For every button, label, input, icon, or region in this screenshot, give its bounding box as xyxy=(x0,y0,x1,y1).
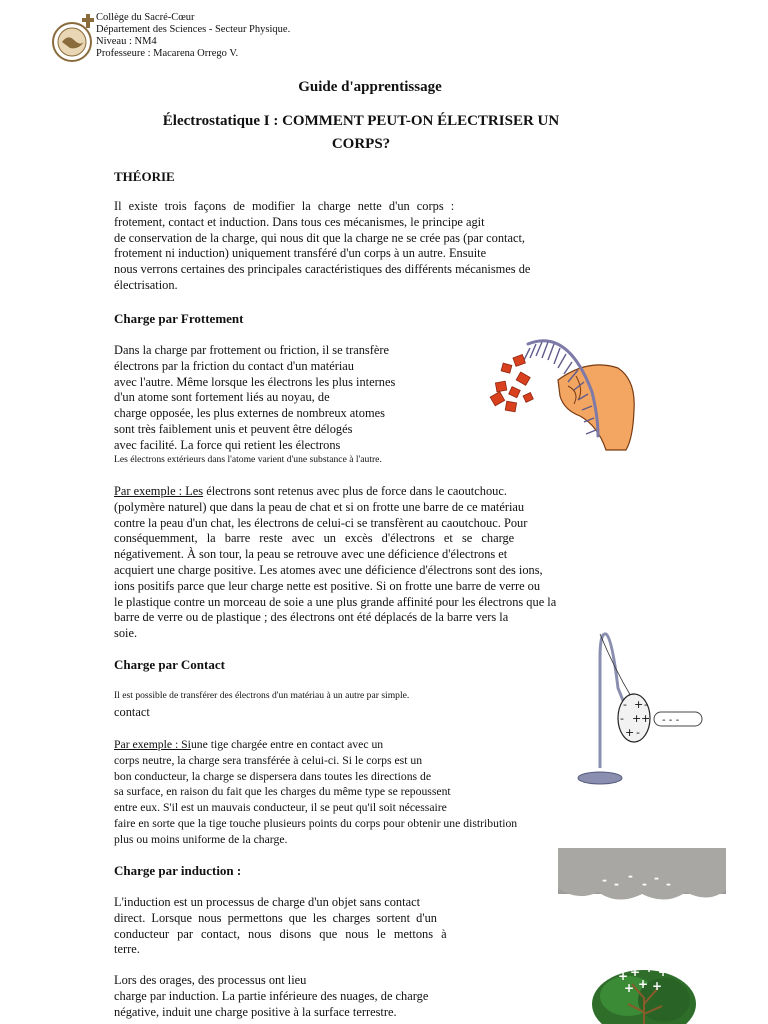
contact-example-line: corps neutre, la charge sera transférée à celui-ci. Si le corps est un xyxy=(114,753,423,767)
guide-title: Guide d'apprentissage xyxy=(298,79,442,95)
cloud-sign: - xyxy=(644,937,649,951)
induction-line: négative, induit une charge positive à la surface terrestre. xyxy=(114,1004,397,1019)
theory-line: frotement, contact et induction. Dans tous ces mécanismes, le principe agit xyxy=(114,214,485,229)
contact-example xyxy=(114,737,518,848)
rod-signs: - - - xyxy=(662,715,680,726)
induction-line: terre. xyxy=(114,942,140,957)
induction-line: conducteur par contact, nous disons que nous le mettons à xyxy=(114,926,447,941)
pendulum-sign: - xyxy=(644,698,648,711)
contact-example-line: bon conducteur, la charge se dispersera dans toutes les directions de xyxy=(114,769,432,783)
friction-line: d'un atome sont fortement liés au noyau, de xyxy=(114,390,330,405)
pendulum-sign: - xyxy=(620,712,624,725)
pendulum-sign: + xyxy=(641,712,651,725)
friction-example-line: le plastique contre un morceau de soie a une plus grande affinité pour les électrons que la xyxy=(114,594,557,609)
induction-line: charge par induction. La partie inférieure des nuages, de charge xyxy=(114,988,429,1003)
induction-line: direct. Lorsque nous permettons que les charges sortent d'un xyxy=(114,910,437,925)
example-text: électrons sont retenus avec plus de force dans le caoutchouc. xyxy=(206,484,507,498)
example-label: Par exemple : Les xyxy=(114,484,204,498)
theory-line: nous verrons certaines des principales caractéristiques des différents mécanismes de xyxy=(114,262,531,277)
friction-paragraph xyxy=(114,343,398,454)
ground-sign: + xyxy=(630,965,641,979)
cloud-sign: - xyxy=(602,873,607,887)
cloud-sign: - xyxy=(632,895,637,909)
induction-line: L'induction est un processus de charge d'un objet sans contact xyxy=(114,895,421,909)
friction-line: avec facilité. La force qui retient les électrons xyxy=(114,437,341,452)
comb-hand-illustration xyxy=(488,330,648,460)
theory-line: frotement ni induction) uniquement transféré d'un corps à un autre. Ensuite xyxy=(114,246,487,261)
level: Niveau : NM4 xyxy=(96,36,157,47)
teacher: Professeure : Macarena Orrego V. xyxy=(96,48,239,59)
theory-line: Il existe trois façons de modifier la charge nette d'un corps : xyxy=(114,199,455,213)
contact-heading: Charge par Contact xyxy=(114,657,225,672)
contact-example-line xyxy=(114,737,514,753)
friction-example-line: ions positifs parce que leur charge nette est positive. Si on frotte une barre de verre ou xyxy=(114,578,541,593)
friction-example-line: négativement. À son tour, la peau se retrouve avec une déficience d'électrons et xyxy=(114,547,508,562)
department: Département des Sciences - Secteur Physique. xyxy=(96,24,291,35)
storm-induction-illustration xyxy=(558,848,726,1024)
induction-paragraph xyxy=(114,895,447,958)
contact-small-line: Il est possible de transférer des électrons d'un matériau à un autre par simple. xyxy=(114,690,410,701)
pendulum-sign: - xyxy=(636,726,640,739)
cloud-sign: - xyxy=(666,877,671,891)
theory-line: de conservation de la charge, qui nous dit que la charge ne se crée pas (par contact, xyxy=(114,230,526,245)
friction-example-line: (polymère naturel) que dans la peau de chat et si on frotte une barre de ce matériau xyxy=(114,499,525,514)
friction-line: Dans la charge par frottement ou friction, il se transfère xyxy=(114,343,390,357)
friction-line: avec l'autre. Même lorsque les électrons les plus internes xyxy=(114,374,396,389)
friction-example-line: acquiert une charge positive. Les atomes avec une déficience d'électrons sont des ions, xyxy=(114,562,543,577)
example-label: Par exemple : Si xyxy=(114,738,191,751)
friction-example-line: contre la peau d'un chat, les électrons de celui-ci se transfèrent au caoutchouc. Pour xyxy=(114,515,528,530)
pendulum-sign: - xyxy=(623,698,627,711)
contact-example-line: plus ou moins uniforme de la charge. xyxy=(114,832,288,846)
cloud-sign: - xyxy=(614,877,619,891)
cloud-sign: - xyxy=(628,869,633,883)
cloud-sign: - xyxy=(654,871,659,885)
contact-example-line: entre eux. S'il est un mauvais conducteur, il se peut qu'il soit nécessaire xyxy=(114,801,447,815)
school-name: Collège du Sacré-Cœur xyxy=(96,12,195,23)
induction-line: Lors des orages, des processus ont lieu xyxy=(114,973,307,987)
friction-line: charge opposée, les plus externes de nombreux atomes xyxy=(114,406,385,421)
ground-sign: + xyxy=(638,977,649,991)
friction-example xyxy=(114,484,557,642)
pendulum-illustration xyxy=(570,628,710,790)
ground-sign: + xyxy=(618,969,629,983)
friction-heading: Charge par Frottement xyxy=(114,311,244,326)
pendulum-sign: + xyxy=(634,698,644,711)
theory-heading: THÉORIE xyxy=(114,169,175,184)
contact-word: contact xyxy=(114,705,150,719)
theory-line: électrisation. xyxy=(114,277,178,292)
friction-example-line: barre de verre ou de plastique ; des électrons ont été déplacés de la barre vers la xyxy=(114,610,509,625)
example-text: une tige chargée entre en contact avec un xyxy=(190,738,384,751)
friction-line: électrons par la friction du contact d'un matériau xyxy=(114,358,354,373)
friction-small-line: Les électrons extérieurs dans l'atome varient d'une substance à l'autre. xyxy=(114,454,382,465)
school-logo xyxy=(50,12,98,68)
cloud-sign: - xyxy=(642,877,647,891)
pendulum-sign: + xyxy=(632,712,642,725)
pendulum-sign: + xyxy=(625,726,635,739)
friction-line: sont très faiblement unis et peuvent être délogés xyxy=(114,421,353,436)
subtitle-line-1: Électrostatique I : COMMENT PEUT-ON ÉLECTRISER UN xyxy=(162,113,560,129)
ground-sign: + xyxy=(658,965,669,979)
friction-example-line: soie. xyxy=(114,626,138,641)
ground-sign: + xyxy=(624,981,635,995)
induction-paragraph-2 xyxy=(114,973,444,1020)
friction-example-line xyxy=(114,484,528,500)
friction-example-line: conséquemment, la barre reste avec un excès d'électrons et se charge xyxy=(114,531,515,546)
theory-paragraph xyxy=(114,199,531,294)
subtitle-line-2: CORPS? xyxy=(331,136,391,152)
contact-example-line: faire en sorte que la tige touche plusieurs points du corps pour obtenir une distribution xyxy=(114,816,518,830)
induction-heading: Charge par induction : xyxy=(114,863,242,878)
cloud-sign: - xyxy=(636,923,641,937)
contact-example-line: sa surface, en raison du fait que les charges du même type se repoussent xyxy=(114,785,451,799)
cloud-sign: - xyxy=(642,909,647,923)
ground-sign: + xyxy=(652,979,663,993)
ground-sign: + xyxy=(644,961,655,975)
